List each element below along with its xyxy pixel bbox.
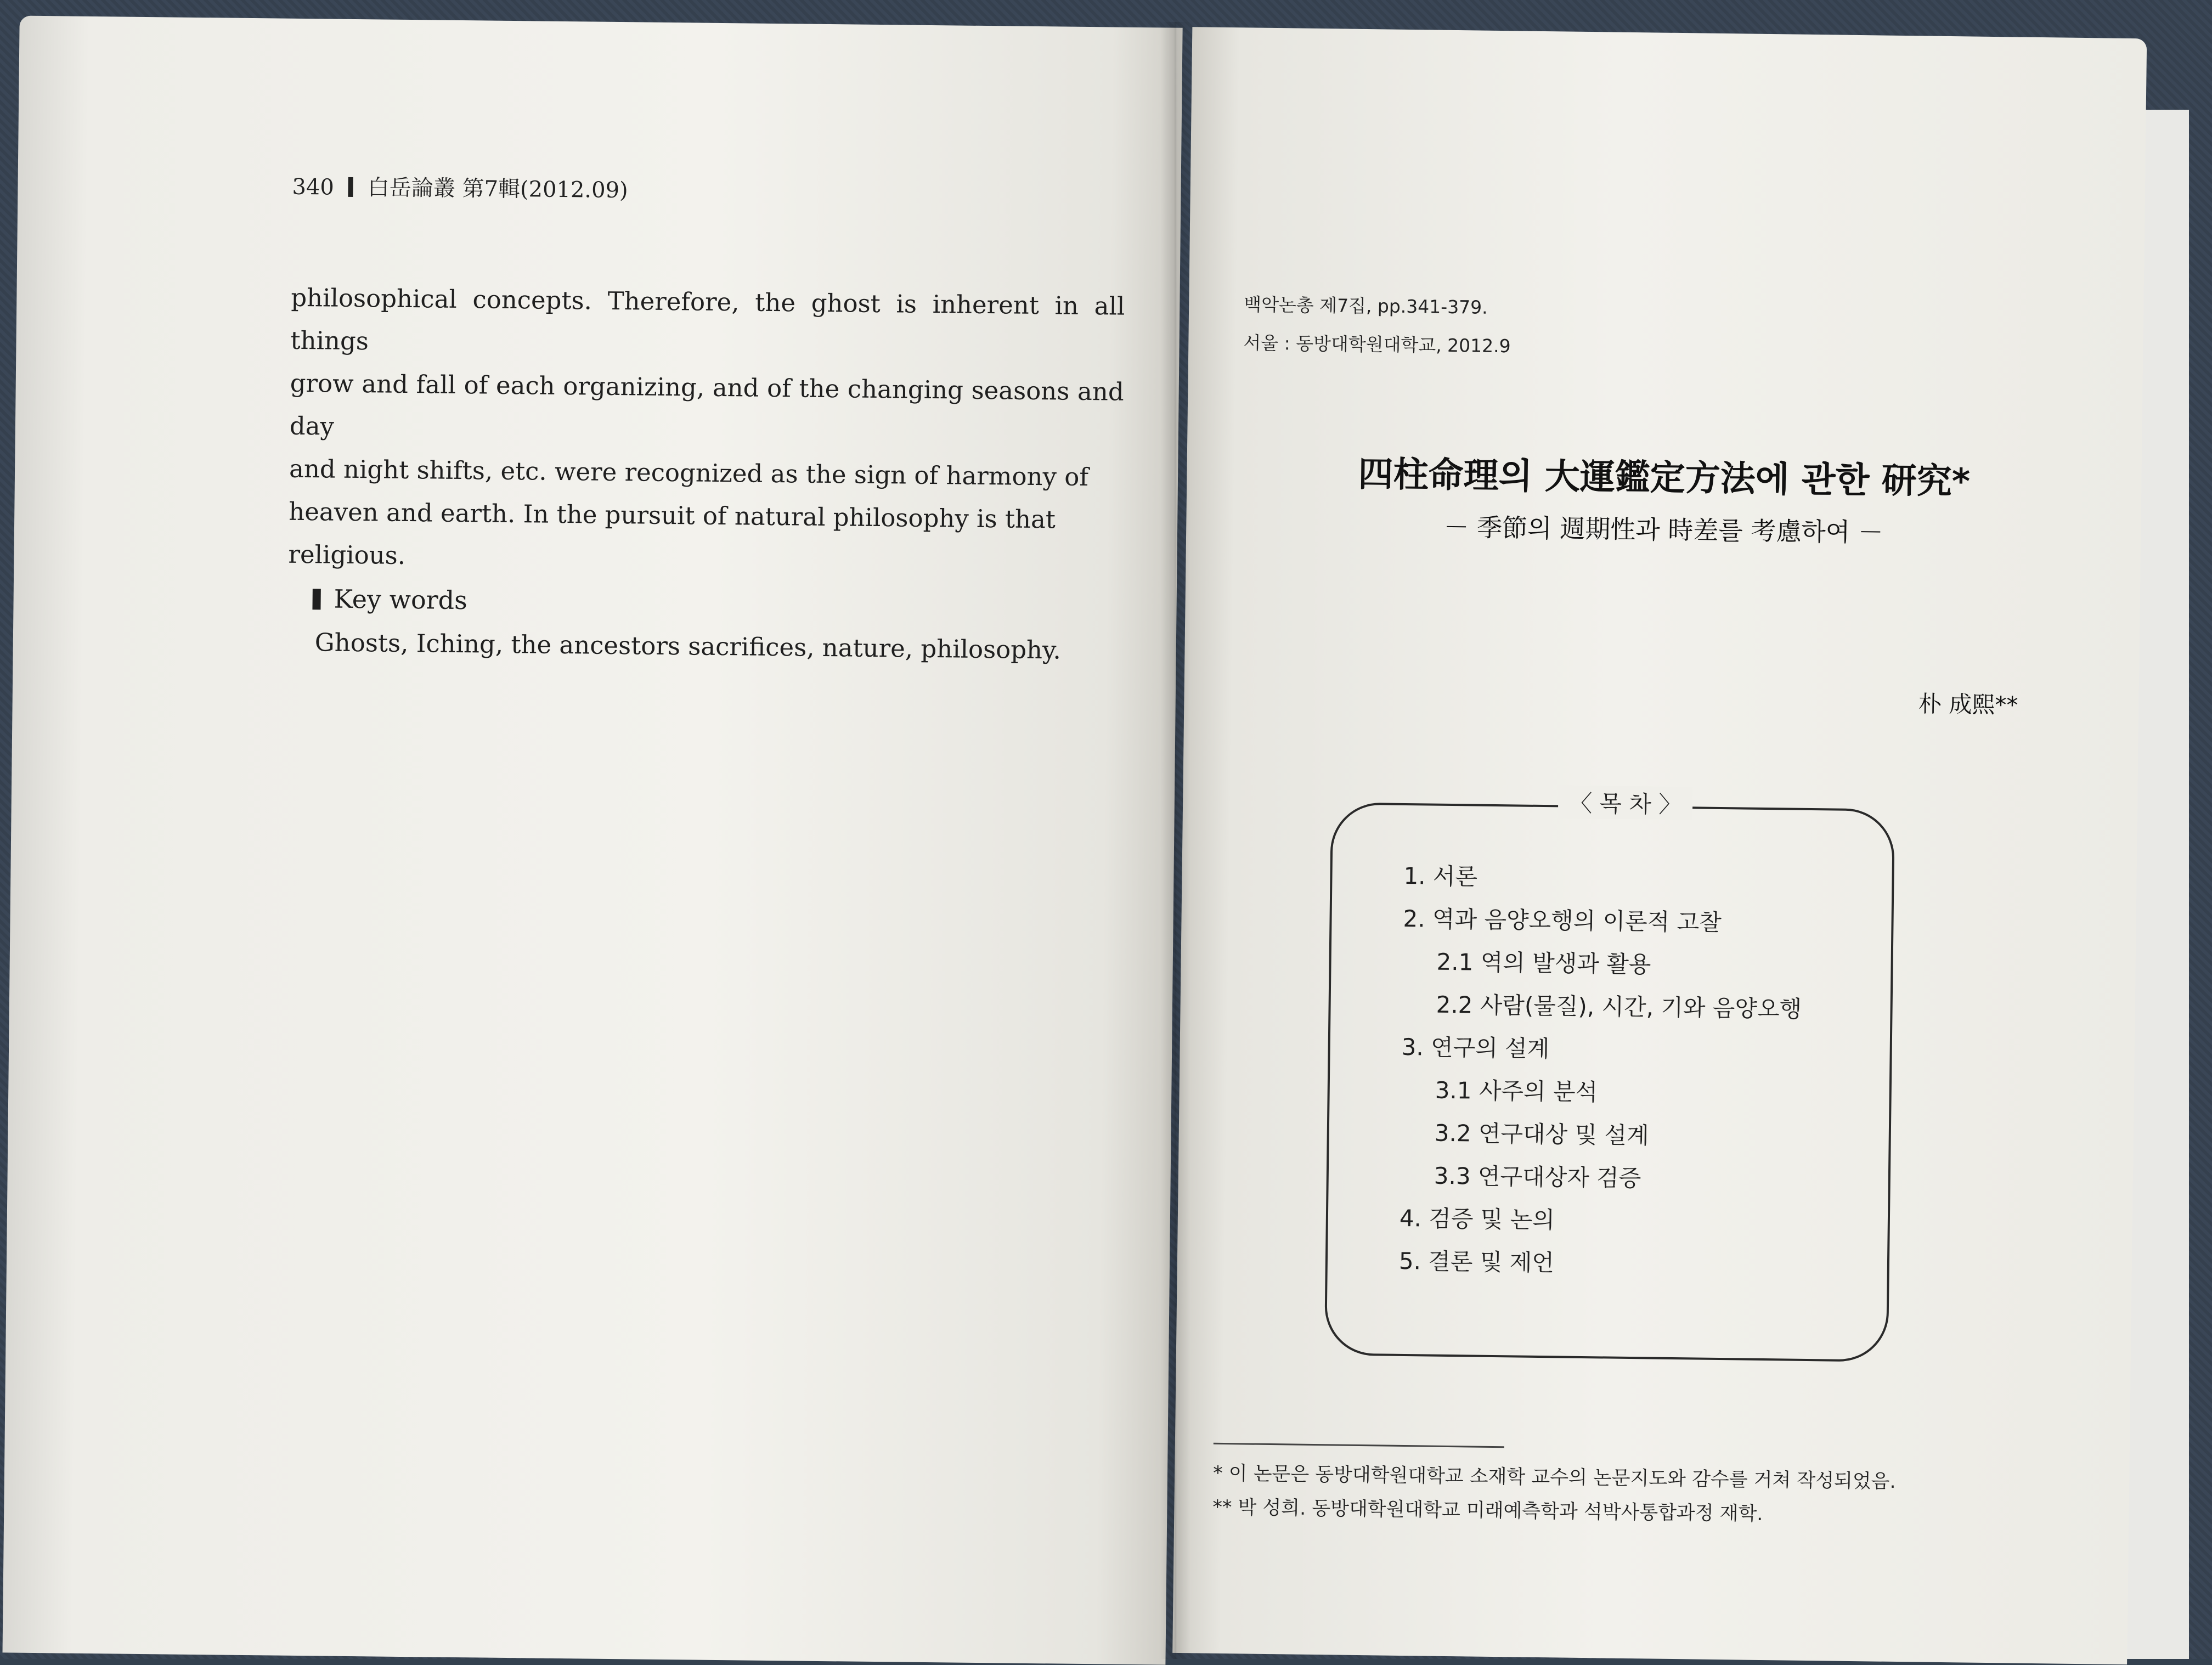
footnotes	[1212, 1457, 1896, 1533]
toc-heading: 〈 목 차 〉	[1558, 785, 1693, 820]
body-line: grow and fall of each organizing, and of the changing seasons and day	[289, 368, 1124, 441]
toc-item: 3. 연구의 설계	[1401, 1033, 1550, 1063]
journal-header: 白岳論叢 第7輯(2012.09)	[367, 175, 628, 204]
footnote-rule	[1214, 1443, 1504, 1448]
body-line: philosophical concepts. Therefore, the ghost is inherent in all things	[290, 283, 1125, 356]
open-book	[11, 0, 2212, 1659]
toc-subitem: 3.3 연구대상자 검증	[1434, 1162, 1641, 1192]
toc-subitem: 2.1 역의 발생과 활용	[1436, 948, 1651, 978]
toc-subitem: 3.2 연구대상 및 설계	[1434, 1119, 1649, 1149]
toc-item: 4. 검증 및 논의	[1399, 1204, 1555, 1234]
right-page	[1172, 27, 2147, 1664]
toc-item: 1. 서론	[1403, 862, 1478, 890]
keywords-heading	[312, 584, 467, 615]
journal-info	[1243, 285, 1511, 365]
toc-subitem: 3.1 사주의 분석	[1435, 1076, 1598, 1106]
toc-list	[1398, 855, 1803, 1288]
toc-item: 5. 결론 및 제언	[1398, 1247, 1555, 1277]
journal-info-line: 백악논총 제7집, pp.341-379.	[1243, 294, 1488, 318]
running-header	[292, 170, 628, 204]
journal-info-line: 서울 : 동방대학원대학교, 2012.9	[1243, 332, 1511, 357]
footnote: * 이 논문은 동방대학원대학교 소재학 교수의 논문지도와 감수를 거쳐 작성되었음.	[1212, 1462, 1896, 1493]
keywords-heading-text: Key words	[334, 584, 468, 616]
footnote: ** 박 성희. 동방대학원대학교 미래예측학과 석박사통합과정 재학.	[1212, 1496, 1763, 1526]
header-separator	[348, 177, 353, 197]
body-line: heaven and earth. In the pursuit of natural philosophy is that	[289, 496, 1056, 534]
toc-subitem: 2.2 사람(물질), 시간, 기와 음양오행	[1436, 991, 1802, 1023]
keywords-text: Ghosts, Iching, the ancestors sacrifices, nature, philosophy.	[314, 628, 1062, 665]
paper-subtitle: － 季節의 週期性과 時差를 考慮하여 －	[1443, 512, 1884, 548]
body-line: religious.	[288, 539, 406, 570]
book-gutter-shadow	[1160, 22, 1190, 1659]
toc-item: 2. 역과 음양오행의 이론적 고찰	[1403, 905, 1722, 936]
author-name: 朴 成熙**	[1918, 690, 2018, 719]
paper-title: 四柱命理의 大運鑑定方法에 관한 研究*	[1358, 454, 1971, 503]
page-number: 340	[292, 174, 335, 200]
left-page	[3, 16, 1183, 1665]
body-line: and night shifts, etc. were recognized as the sign of harmony of	[289, 454, 1089, 492]
abstract-body	[288, 276, 1125, 585]
table-of-contents-box	[1324, 789, 1895, 1362]
bullet-square-icon	[312, 589, 320, 609]
